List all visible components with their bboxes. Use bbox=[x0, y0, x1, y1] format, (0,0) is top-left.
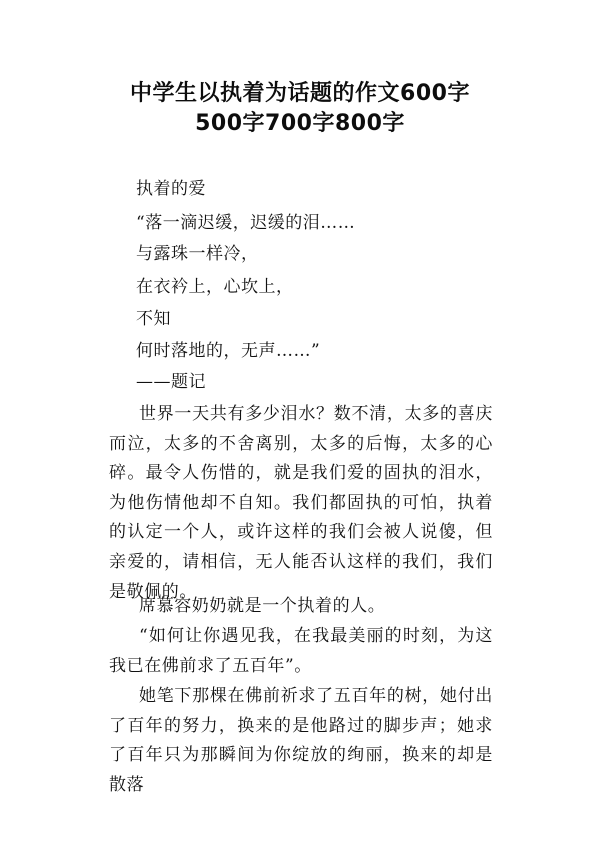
body-paragraph: 世界一天共有多少泪水？数不清，太多的喜庆而泣，太多的不舍离别，太多的后悔，太多的心碎。最令人伤惜的，就是我们爱的固执的泪水，为他伤情他却不自知。我们都固执的可怕，执着的认定一个人，或许这样的我们会被人说傻，但亲爱的，请相信，无人能否认这样的我们，我们是敬佩的。 bbox=[109, 404, 493, 602]
document-title-line-2: 500字700字800字 bbox=[195, 111, 405, 136]
body-paragraph: 席慕容奶奶就是一个执着的人。 bbox=[139, 596, 386, 616]
essay-title: 执着的爱 bbox=[136, 179, 206, 199]
poem-line: 在衣衿上，心坎上， bbox=[136, 277, 294, 297]
poem-line: 不知 bbox=[136, 309, 171, 329]
document-title-line-1: 中学生以执着为话题的作文600字 bbox=[130, 81, 470, 106]
poem-line: 何时落地的，无声……” bbox=[136, 341, 321, 361]
body-paragraph: 她笔下那棵在佛前祈求了五百年的树，她付出了百年的努力，换来的是他路过的脚步声；她求了百年只为那瞬间为你绽放的绚丽，换来的却是散落 bbox=[109, 686, 493, 795]
body-paragraph: “如何让你遇见我，在我最美丽的时刻，为这我已在佛前求了五百年”。 bbox=[109, 626, 493, 676]
epigraph-attribution: ——题记 bbox=[136, 372, 206, 392]
poem-line: 与露珠一样冷， bbox=[136, 244, 259, 264]
poem-line: “落一滴迟缓，迟缓的泪…… bbox=[136, 213, 356, 233]
